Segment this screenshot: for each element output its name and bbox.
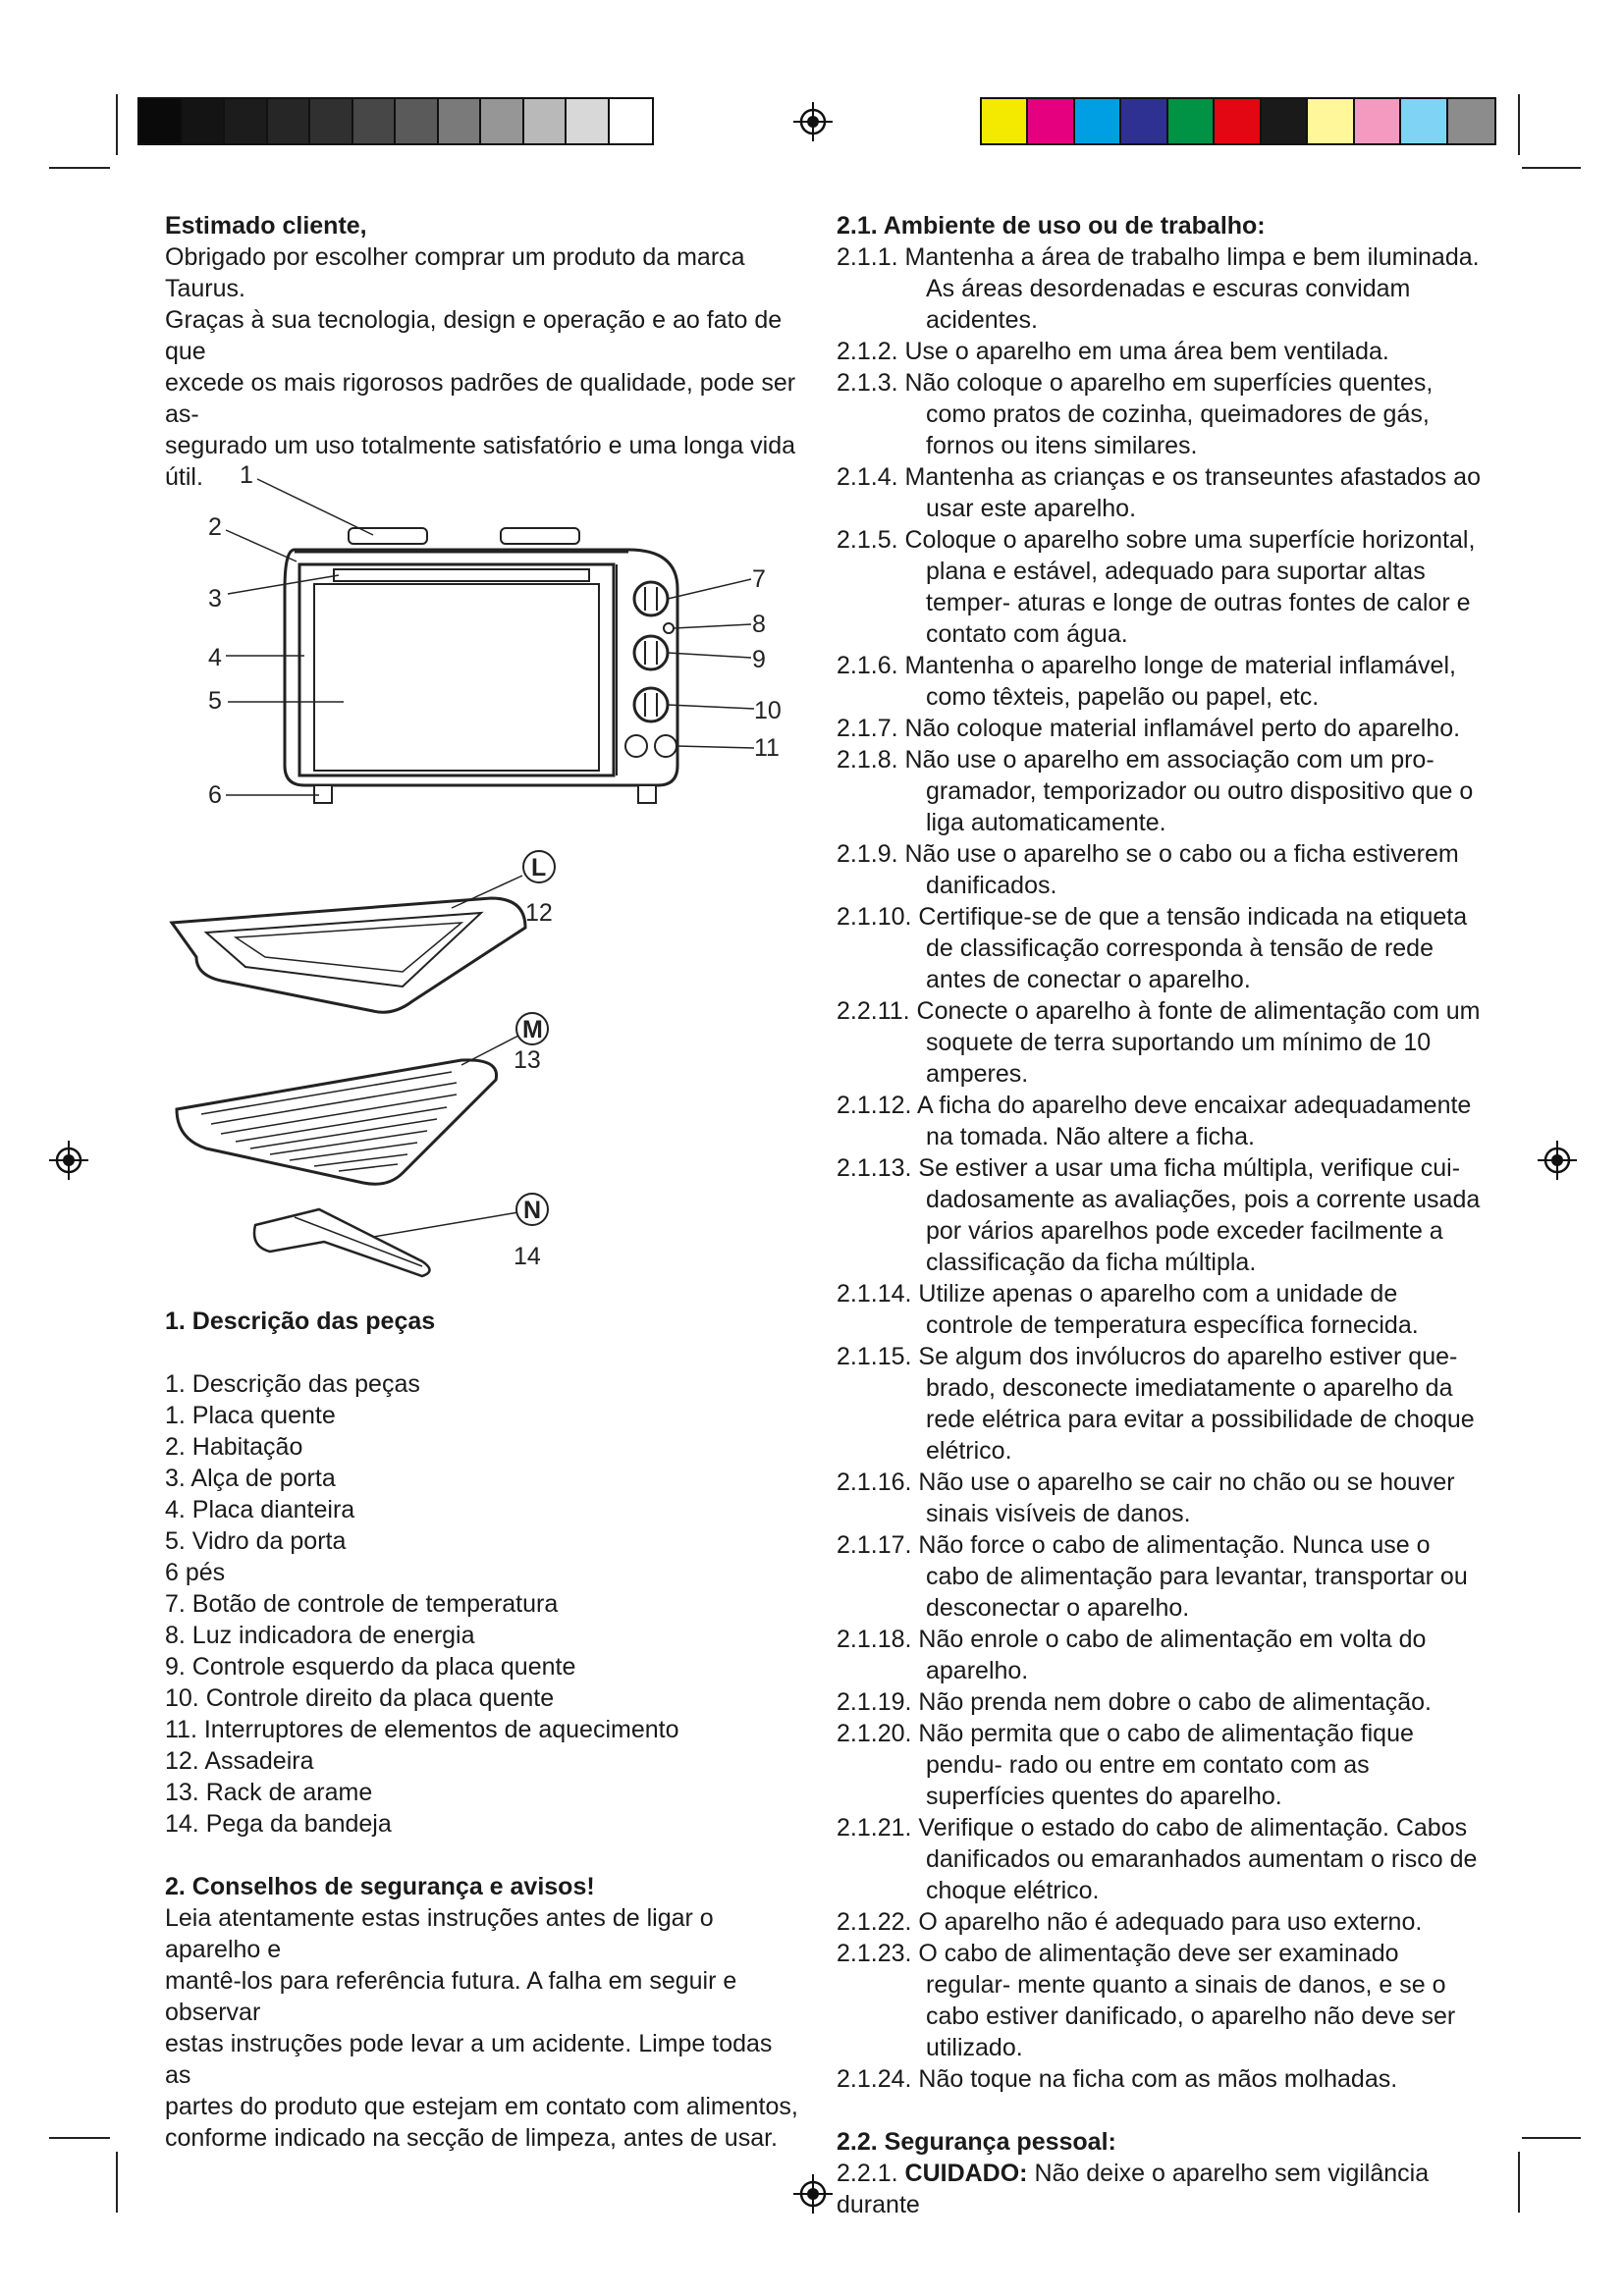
callout-label: 10 [754,697,782,724]
callout-label: 5 [208,687,222,715]
rack-letter: M [522,1016,543,1043]
color-swatch [524,99,568,143]
crop-mark [1518,2152,1520,2213]
color-swatch [268,99,311,143]
crop-mark [116,94,118,155]
color-swatch [1215,99,1261,143]
list-item: 2.1.6. Mantenha o aparelho longe de material inflamável, como têxteis, papelão ou papel, etc. [837,652,1456,711]
color-swatch [139,99,183,143]
registration-mark-icon [1538,1141,1577,1180]
safety-title: 2. Conselhos de segurança e avisos! [165,1873,595,1900]
tray-letter: L [531,854,547,881]
crop-mark [1522,2137,1581,2139]
list-item: 2.1.1. Mantenha a área de trabalho limpa e bem iluminada. As áreas desordenadas e escuras convidam acidentes. [837,243,1480,334]
intro-line: segurado um uso totalmente satisfatório e uma longa vida útil. [165,432,796,491]
list-item: 1. Descrição das peças [165,1370,420,1398]
list-item: 2.1.15. Se algum dos invólucros do aparelho estiver que- brado, desconecte imediatamente o aparelho da rede elétrica para evitar a possibilidade de choque elétrico. [837,1343,1475,1465]
personal-item [837,2158,1485,2220]
list-item: 12. Assadeira [165,1747,314,1775]
caution-label: CUIDADO: [904,2160,1028,2187]
color-swatch [183,99,226,143]
list-item: 8. Luz indicadora de energia [165,1622,475,1649]
registration-mark-icon [49,1141,88,1180]
callout-label: 1 [240,461,253,489]
intro-line: Obrigado por escolher comprar um produto da marca Taurus. [165,243,745,302]
callout-label: 11 [754,734,780,762]
safety-line: partes do produto que estejam em contato com alimentos, [165,2093,798,2120]
list-item: 5. Vidro da porta [165,1527,347,1555]
callout-label: 8 [752,611,766,638]
list-item: 2. Habitação [165,1433,303,1461]
color-swatch [353,99,397,143]
oven-parts-illustration [157,452,805,1296]
intro-line: excede os mais rigorosos padrões de qualidade, pode ser as- [165,369,796,428]
color-swatch [225,99,268,143]
color-swatch [310,99,353,143]
safety-paragraph [165,1902,803,2154]
color-swatch [1168,99,1215,143]
color-swatch [567,99,610,143]
safety-line: conforme indicado na secção de limpeza, antes de usar. [165,2124,778,2152]
process-color-bar [980,97,1496,145]
left-column [165,210,803,493]
list-item: 7. Botão de controle de temperatura [165,1590,559,1618]
color-swatch [1075,99,1121,143]
color-swatch [439,99,482,143]
parts-section [165,1306,803,2154]
right-column [837,210,1485,2220]
list-item: 2.1.5. Coloque o aparelho sobre uma superfície horizontal, plana e estável, adequado para suportar altas temper- aturas e longe de outras fontes de calor e contato com água. [837,526,1476,648]
color-swatch [1121,99,1167,143]
list-item: 2.1.4. Mantenha as crianças e os transeuntes afastados ao usar este aparelho. [837,463,1481,522]
crop-mark [116,2152,118,2213]
list-item: 2.1.23. O cabo de alimentação deve ser examinado regular- mente quanto a sinais de danos, e se o cabo estiver danificado, o aparelho não deve ser utilizado. [837,1940,1456,2061]
safety-line: mantê-los para referência futura. A falha em seguir e observar [165,1967,737,2026]
list-item: 1. Placa quente [165,1402,336,1429]
list-item: 2.1.14. Utilize apenas o aparelho com a unidade de controle de temperatura específica fornecida. [837,1280,1419,1339]
list-item: 2.1.10. Certifique-se de que a tensão indicada na etiqueta de classificação corresponda à tensão de rede antes de conectar o aparelho. [837,903,1468,993]
callout-label: 6 [208,781,222,809]
callout-label: 9 [752,646,766,673]
color-swatch [1262,99,1308,143]
grayscale-color-bar [137,97,654,145]
list-item: 13. Rack de arame [165,1779,373,1806]
list-item: 2.2.11. Conecte o aparelho à fonte de alimentação com um soquete de terra suportando um mínimo de 10 amperes. [837,997,1481,1088]
registration-mark-icon [793,2174,833,2214]
list-item: 2.1.18. Não enrole o cabo de alimentação em volta do aparelho. [837,1626,1427,1684]
parts-list [165,1368,803,1840]
list-item: 2.1.24. Não toque na ficha com as mãos molhadas. [837,2065,1398,2093]
color-swatch [610,99,653,143]
color-swatch [1028,99,1074,143]
list-item: 2.1.21. Verifique o estado do cabo de alimentação. Cabos danificados ou emaranhados aumentam o risco de choque elétrico. [837,1814,1478,1904]
crop-mark [49,2137,110,2139]
list-item: 9. Controle esquerdo da placa quente [165,1653,576,1681]
list-item: 2.1.20. Não permita que o cabo de alimentação fique pendu- rado ou entre em contato com as superfícies quentes do aparelho. [837,1720,1414,1810]
color-swatch [1355,99,1401,143]
rack-number: 13 [514,1046,541,1074]
color-swatch [1308,99,1354,143]
handle-letter: N [523,1197,542,1224]
color-swatch [982,99,1028,143]
list-item: 14. Pega da bandeja [165,1810,392,1838]
handle-number: 14 [514,1243,541,1270]
list-item: 2.1.16. Não use o aparelho se cair no chão ou se houver sinais visíveis de danos. [837,1468,1455,1527]
intro-line: Graças à sua tecnologia, design e operação e ao fato de que [165,306,783,365]
crop-mark [1522,167,1581,169]
safety-line: Leia atentamente estas instruções antes de ligar o aparelho e [165,1904,714,1963]
callout-label: 7 [752,565,766,593]
list-item: 2.1.2. Use o aparelho em uma área bem ventilada. [837,338,1389,365]
list-item: 2.1.12. A ficha do aparelho deve encaixar adequadamente na tomada. Não altere a ficha. [837,1092,1472,1150]
list-item: 2.1.22. O aparelho não é adequado para uso externo. [837,1908,1423,1936]
environment-title: 2.1. Ambiente de uso ou de trabalho: [837,212,1266,240]
color-swatch [1448,99,1494,143]
safety-line: estas instruções pode levar a um acidente. Limpe todas as [165,2030,773,2089]
list-item: 2.1.7. Não coloque material inflamável perto do aparelho. [837,715,1461,742]
list-item: 2.1.13. Se estiver a usar uma ficha múltipla, verifique cui- dadosamente as avaliações, pois a corrente usada por vários aparelhos pode exceder facilmente a classificação da ficha múltipla. [837,1154,1481,1276]
list-item: 3. Alça de porta [165,1465,336,1492]
callout-label: 3 [208,585,222,613]
personal-item-number: 2.2.1. [837,2160,898,2187]
color-swatch [1401,99,1447,143]
personal-item-text: Não deixe o aparelho sem vigilância durante [837,2160,1430,2218]
list-item: 11. Interruptores de elementos de aquecimento [165,1716,679,1743]
color-swatch [396,99,439,143]
list-item: 10. Controle direito da placa quente [165,1684,555,1712]
registration-mark-icon [793,102,833,141]
personal-title: 2.2. Segurança pessoal: [837,2128,1116,2156]
greeting: Estimado cliente, [165,212,367,240]
list-item: 2.1.8. Não use o aparelho em associação com um pro- gramador, temporizador ou outro dispositivo que o liga automaticamente. [837,746,1474,836]
list-item: 2.1.9. Não use o aparelho se o cabo ou a ficha estiverem danificados. [837,840,1459,899]
color-swatch [481,99,524,143]
parts-title: 1. Descrição das peças [165,1308,436,1335]
callout-label: 2 [208,513,222,541]
list-item: 2.1.19. Não prenda nem dobre o cabo de alimentação. [837,1688,1432,1716]
environment-list [837,241,1485,2095]
list-item: 4. Placa dianteira [165,1496,355,1523]
crop-mark [49,167,110,169]
callout-label: 4 [208,644,222,671]
list-item: 6 pés [165,1559,226,1586]
tray-number: 12 [525,899,553,927]
crop-mark [1518,94,1520,155]
list-item: 2.1.17. Não force o cabo de alimentação. Nunca use o cabo de alimentação para levantar, transportar ou desconectar o aparelho. [837,1531,1468,1622]
list-item: 2.1.3. Não coloque o aparelho em superfícies quentes, como pratos de cozinha, queimadores de gás, fornos ou itens similares. [837,369,1434,459]
